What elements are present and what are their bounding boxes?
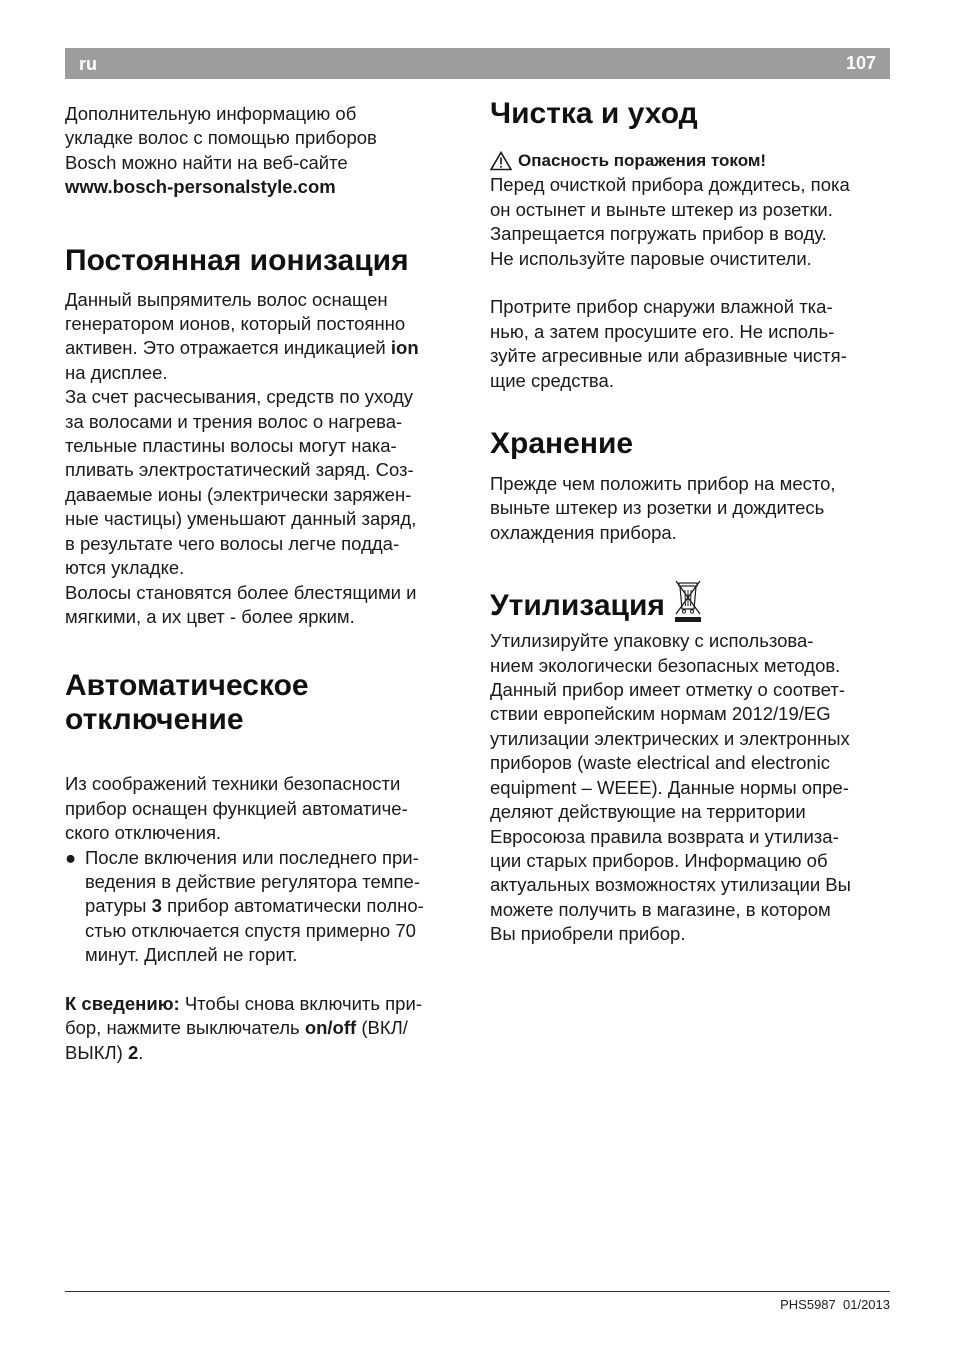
auto-off-text: Из соображений техники безопасности прибор оснащен функцией автоматиче- ского отключения. ● После включения или последнего при- ведения в действие регулятора темпе- ратуры 3 прибор автоматически полно- стью отключается спустя примерно 70 минут. Дисплей не горит. К сведению: Чтобы снова включить при- бор, нажмите выключатель on/off (ВКЛ/ ВЫКЛ) 2. bbox=[65, 772, 465, 1065]
page-footer bbox=[780, 1297, 890, 1312]
section-title-disposal: Утилизация bbox=[490, 579, 892, 623]
crossed-out-bin-icon bbox=[673, 579, 703, 623]
storage-text: Прежде чем положить прибор на место, выньте штекер из розетки и дождитесь охлаждения прибора. bbox=[490, 473, 836, 543]
section-title-storage: Хранение bbox=[490, 427, 634, 461]
edition-date: 01/2013 bbox=[843, 1297, 890, 1312]
intro-paragraph: Дополнительную информацию об укладке волос с помощью приборов Bosch можно найти на веб-сайте www.bosch-personalstyle.com bbox=[65, 102, 465, 200]
ionization-text: Данный выпрямитель волос оснащен генератором ионов, который постоянно активен. Это отражается индикацией ion на дисплее. За счет расчесывания, средств по уходу за волосами и трения волос о нагрева- тельные пластины волосы могут нака- пливать электростатический заряд. Соз- даваемые ионы (электрически заряжен- ные частицы) уменьшают данный заряд, в результате чего волосы легче подда- ются укладке. Волосы становятся более блестящими и мягкими, а их цвет - более ярким. bbox=[65, 288, 419, 627]
warning-triangle-icon bbox=[490, 151, 512, 171]
bullet-marker: ● bbox=[65, 846, 77, 868]
language-code: ru bbox=[79, 54, 97, 74]
disposal-text: Утилизируйте упаковку с использова- нием экологически безопасных методов. Данный прибор имеет отметку о соответ- ствии европейским нормам 2012/19/EG утилизации электрических и электронных приборов (waste electrical and electronic equipment – WEEE). Данные нормы опре- деляют действующие на территории Евросоюза правила возврата и утилиза- ции старых приборов. Информацию об актуальных возможностях утилизации Вы можете получить в магазине, в котором Вы приобрели прибор. bbox=[490, 630, 851, 945]
page-number: 107 bbox=[845, 53, 876, 73]
list-item: ● После включения или последнего при- ведения в действие регулятора темпе- ратуры 3 прибор автоматически полно- стью отключается спустя примерно 70 минут. Дисплей не горит. bbox=[65, 846, 465, 968]
model-number: PHS5987 bbox=[780, 1297, 836, 1312]
section-title-cleaning: Чистка и уход bbox=[490, 97, 698, 130]
left-column bbox=[65, 102, 465, 1065]
section-title-ionization: Постоянная ионизация bbox=[65, 243, 409, 277]
footer-divider bbox=[65, 1291, 890, 1292]
page-header bbox=[65, 48, 890, 79]
website-link[interactable]: www.bosch-personalstyle.com bbox=[65, 176, 336, 198]
right-column bbox=[490, 97, 892, 947]
warning-heading: Опасность поражения током! bbox=[490, 149, 892, 173]
cleaning-text: Опасность поражения током! Перед очисткой прибора дождитесь, пока он остынет и выньте штекер из розетки. Запрещается погружать прибор в воду. Не используйте паровые очистители. Протрите прибор снаружи влажной тка- нью, а затем просушите его. Не исполь- зуйте агресивные или абразивные чистя- щие средства. bbox=[490, 149, 892, 393]
note-paragraph: К сведению: Чтобы снова включить при- bbox=[65, 992, 422, 1014]
section-title-auto-off: Автоматическое отключение bbox=[65, 669, 309, 737]
